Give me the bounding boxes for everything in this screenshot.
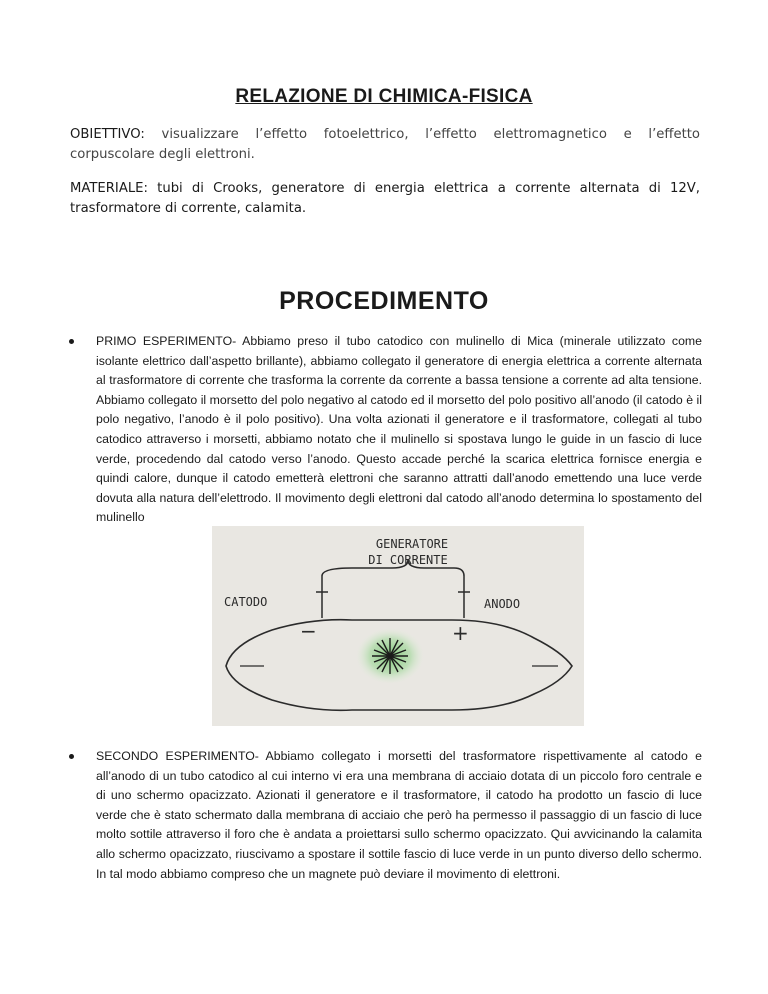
crookes-tube-sketch xyxy=(212,526,584,726)
bullet-icon xyxy=(69,754,74,759)
list-item-first-experiment xyxy=(96,332,702,528)
objective-label: OBIETTIVO: xyxy=(70,127,145,142)
positive-sign: + xyxy=(452,621,469,645)
objective-paragraph xyxy=(70,125,700,165)
procedure-heading: PROCEDIMENTO xyxy=(279,287,489,315)
materials-paragraph xyxy=(70,179,700,219)
second-experiment-text: SECONDO ESPERIMENTO- Abbiamo collegato i morsetti del trasformatore rispettivamente al catodo e all’anodo di un tubo catodico al cui interno vi era una membrana di acciaio dotata di un piccolo foro centrale e di uno schermo opacizzato. Azionati il generatore e il trasformatore, il catodo ha prodotto un fascio di luce verde che è stato schermato dalla membrana di acciaio che però ha permesso il passaggio di un fascio di luce molto sottile attraverso il foro che è andata a proiettarsi sullo schermo opacizzato. Qui avvicinando la calamita allo schermo opacizzato, riuscivamo a spostare il sottile fascio di luce verde in un punto diverso dello schermo. In tal modo abbiamo compreso che un magnete può deviare il movimento di elettroni. xyxy=(96,749,702,881)
materials-label: MATERIALE: xyxy=(70,181,148,196)
list-item-second-experiment xyxy=(96,747,702,884)
materials-text: tubi di Crooks, generatore di energia elettrica a corrente alternata di 12V, trasformatore di corrente, calamita. xyxy=(70,181,700,216)
bullet-icon xyxy=(69,339,74,344)
negative-sign: − xyxy=(300,619,317,643)
generator-label-line2: DI CORRENTE xyxy=(368,553,448,567)
electron-spark-icon xyxy=(372,638,408,674)
cathode-label: CATODO xyxy=(224,595,268,609)
first-experiment-text: PRIMO ESPERIMENTO- Abbiamo preso il tubo catodico con mulinello di Mica (minerale utilizzato come isolante elettrico dall’aspetto brillante), abbiamo collegato il generatore di energia elettrica a corrente alternata al trasformatore di corrente che trasforma la corrente da corrente a bassa tensione a corrente ad alta tensione. Abbiamo collegato il morsetto del polo negativo al catodo ed il morsetto del polo positivo all’anodo (il catodo è il polo negativo, l’anodo è il polo positivo). Una volta azionati il generatore e il trasformatore, collegati al tubo catodico attraverso i morsetti, abbiamo notato che il mulinello si spostava lungo le guide in un fascio di luce verde, procedendo dal catodo verso l’anodo. Questo accade perché la scarica elettrica fornisce energia e quindi calore, dunque il catodo emetterà elettroni che saranno attratti dall’anodo emettendo una luce verde dovuta alla natura dell’elettrodo. Il movimento degli elettroni dal catodo all’anodo determina lo spostamento del mulinello xyxy=(96,334,702,525)
generator-label-line1: GENERATORE xyxy=(375,537,449,551)
document-title: RELAZIONE DI CHIMICA-FISICA xyxy=(235,86,533,107)
anode-label: ANODO xyxy=(484,597,521,611)
objective-text: visualizzare l’effetto fotoelettrico, l’effetto elettromagnetico e l’effetto corpuscolare degli elettroni. xyxy=(70,127,700,162)
